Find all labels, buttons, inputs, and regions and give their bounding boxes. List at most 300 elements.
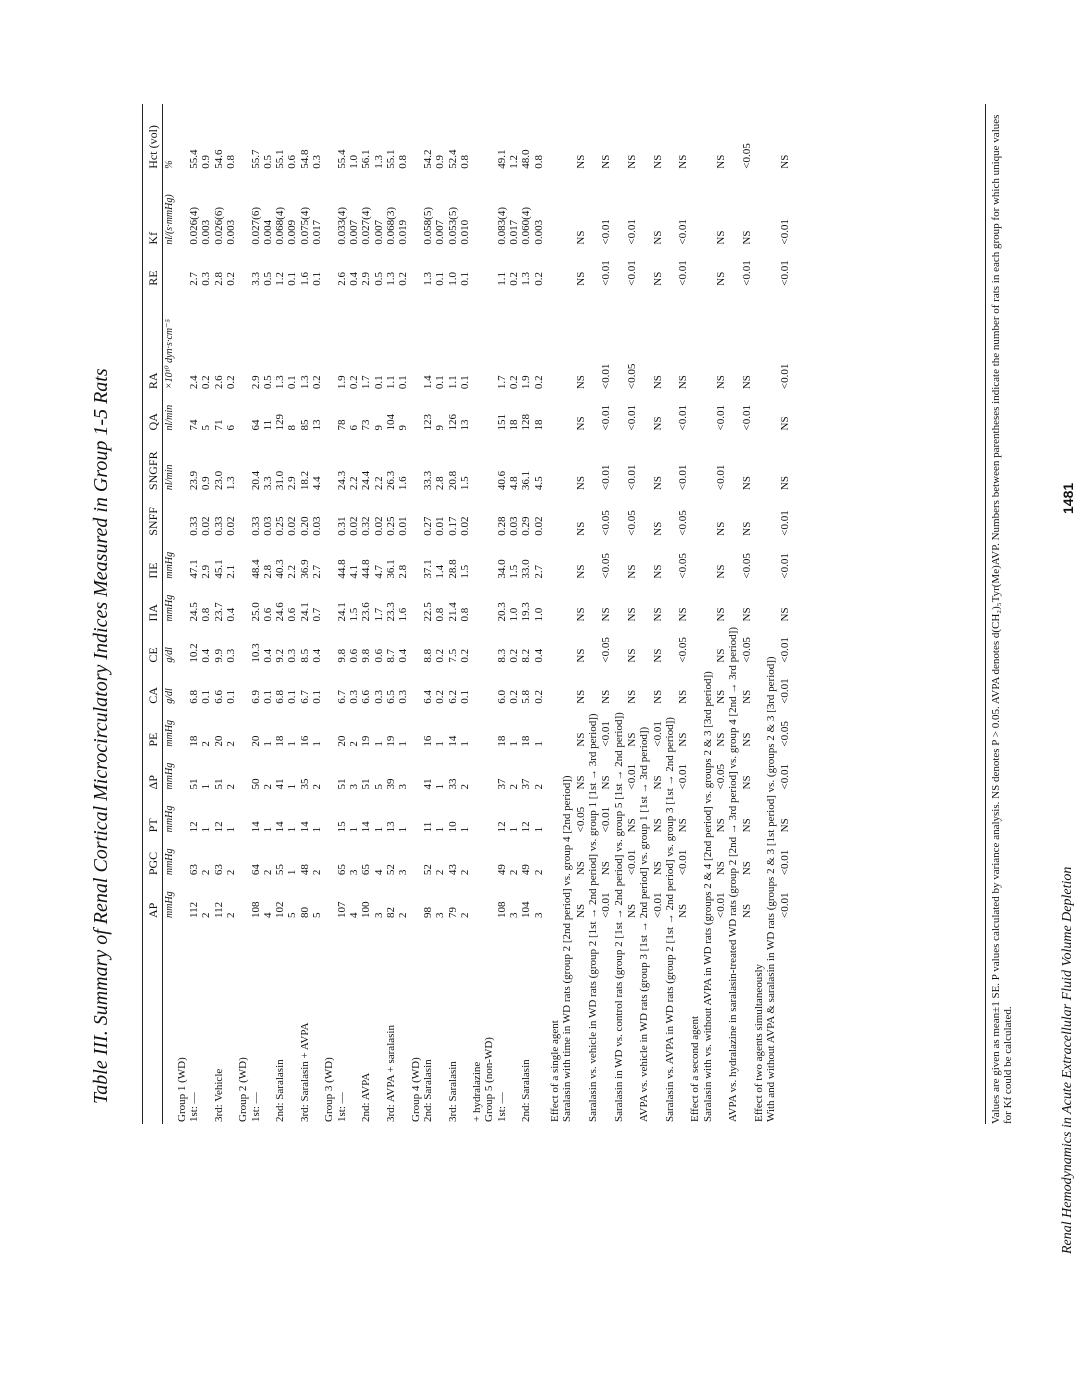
p-value: NS [574, 775, 587, 790]
p-value: <0.01 [677, 764, 690, 790]
p-value: NS [740, 903, 753, 918]
data-table [147, 104, 791, 1124]
value-cell [299, 623, 324, 664]
p-value: <0.01 [625, 849, 638, 876]
mean-value: 13 [384, 821, 397, 833]
value-cell [274, 581, 299, 624]
mean-value: 24.5 [187, 602, 200, 622]
se-value: 3.3 [261, 476, 274, 491]
mean-value: 10.2 [187, 643, 200, 663]
p-value: NS [625, 648, 638, 663]
stat-comparison-label: Saralasin vs. vehicle in WD rats (group 2 [1st → 2nd period] vs. group 1 [1st → 3rd period]) [586, 713, 599, 1122]
mean-value: 0.027(4) [360, 207, 373, 245]
mean-value: 0.17 [446, 516, 459, 536]
mean-value: 18.2 [298, 470, 311, 491]
p-value: NS [600, 689, 613, 704]
p-value: NS [625, 607, 638, 622]
value-cell [336, 247, 361, 288]
value-cell [422, 288, 447, 391]
mean-value: 6.6 [212, 690, 225, 704]
se-value: 0.02 [532, 516, 545, 536]
mean-value: 56.1 [360, 149, 373, 169]
stat-label-row [664, 104, 676, 1124]
value-cell [471, 623, 483, 664]
mean-value: 100 [360, 901, 373, 918]
value-cell [323, 391, 335, 432]
p-value: NS [715, 818, 728, 833]
p-value: NS [574, 230, 587, 245]
se-value: 0.4 [200, 648, 213, 663]
se-value: 2 [224, 912, 237, 918]
value-cell [520, 492, 545, 538]
mean-value: 2.6 [212, 375, 225, 390]
unit-cell: nl/min [163, 432, 176, 492]
value-cell [237, 706, 249, 749]
p-value: NS [715, 607, 728, 622]
row-label: 3rd: Saralasin + AVPA [298, 1022, 311, 1122]
se-value: 0.8 [532, 154, 545, 169]
value-cell [237, 623, 249, 664]
mean-value: 2.4 [187, 375, 200, 390]
p-value: <0.01 [600, 892, 613, 918]
mean-value: 2.6 [335, 272, 348, 286]
stat-section-row [689, 104, 701, 1124]
value-cell [176, 432, 188, 492]
value-cell [410, 834, 422, 877]
se-value: 0.017 [508, 219, 521, 245]
se-value: 0.4 [532, 648, 545, 663]
p-value: NS [574, 689, 587, 704]
mean-value: 23.6 [360, 602, 373, 622]
footnote: Values are given as mean±1 SE. P values calculated by variance analysis. NS denotes P > 0.05. AVPA denotes d(CH₂)₅Tyr(Me)AVP. Numbers between parentheses indicate the number of rats in each group for which unique values for Kf could be calculated. [990, 114, 1014, 1124]
unit-cell: mmHg [163, 581, 176, 624]
se-value: 0.5 [261, 375, 274, 390]
value-cell [447, 104, 472, 171]
mean-value: 1.1 [446, 375, 459, 390]
se-value: 0.2 [224, 375, 237, 390]
value-cell [250, 171, 275, 247]
value-cell [471, 538, 483, 581]
se-value: 0.4 [261, 648, 274, 663]
unit-cell [163, 247, 176, 288]
row-label: 1st: — [187, 1092, 200, 1122]
value-cell [410, 791, 422, 834]
p-value: <0.01 [625, 764, 638, 790]
value-cell [422, 581, 447, 624]
value-cell [520, 171, 545, 247]
p-value: NS [651, 375, 664, 390]
se-value: 1.0 [348, 154, 360, 169]
value-cell [188, 665, 213, 706]
mean-value: 6.5 [384, 690, 397, 704]
mean-value: 10 [446, 821, 459, 833]
value-cell [483, 538, 495, 581]
value-cell [496, 791, 521, 834]
se-value: 0.01 [397, 516, 410, 536]
se-value: 0.004 [261, 219, 274, 245]
value-cell [274, 623, 299, 664]
unit-cell: mmHg [163, 538, 176, 581]
mean-value: 1.3 [421, 272, 434, 286]
mean-value: 7.5 [446, 648, 459, 663]
value-cell [176, 104, 188, 171]
p-value: <0.01 [740, 260, 753, 286]
mean-value: 54.8 [298, 149, 311, 169]
table-row [385, 104, 410, 1124]
mean-value: 3.3 [249, 272, 262, 286]
value-cell [299, 538, 324, 581]
se-value: 0.010 [458, 219, 471, 245]
mean-value: 0.060(4) [520, 207, 533, 245]
mean-value: 151 [495, 413, 508, 431]
p-value: <0.01 [600, 219, 613, 245]
unit-cell: mmHg [163, 791, 176, 834]
mean-value: 22.5 [421, 602, 434, 622]
mean-value: 12 [212, 821, 225, 833]
p-value: NS [651, 775, 664, 790]
unit-cell: nl/(s·mmHg) [163, 171, 176, 247]
value-cell [213, 391, 238, 432]
value-cell [323, 492, 335, 538]
se-value: 0.3 [397, 690, 410, 704]
se-value: 1 [200, 783, 213, 790]
value-cell [410, 391, 422, 432]
value-cell [336, 492, 361, 538]
value-cell [323, 623, 335, 664]
value-cell [213, 581, 238, 624]
value-cell [323, 432, 335, 492]
se-value: 0.2 [348, 375, 360, 390]
mean-value: 5.8 [520, 690, 533, 704]
p-value: NS [574, 861, 587, 876]
stat-label-row [587, 104, 599, 1124]
value-cell [274, 665, 299, 706]
value-cell [188, 288, 213, 391]
se-value: 0.2 [224, 272, 237, 286]
p-value: NS [574, 903, 587, 918]
unit-cell: mmHg [163, 749, 176, 792]
value-cell [188, 247, 213, 288]
value-cell [422, 538, 447, 581]
value-cell [213, 247, 238, 288]
value-cell [250, 247, 275, 288]
p-value: <0.01 [600, 464, 613, 491]
se-value: 2 [348, 741, 360, 747]
mean-value: 20 [335, 735, 348, 747]
se-value: 1.5 [458, 564, 471, 579]
mean-value: 1.2 [274, 272, 287, 286]
value-cell [471, 288, 483, 391]
value-cell [360, 288, 385, 391]
p-value: <0.05 [600, 637, 613, 663]
p-value: NS [677, 154, 690, 169]
page-number: 1481 [1060, 482, 1076, 514]
se-value: 0.2 [311, 375, 324, 390]
stat-comparison-label: AVPA vs. hydralazine in saralasin-treated WD rats (group 2 [2nd → 3rd period] vs. group 4 [2nd → 3rd period]) [727, 627, 740, 1122]
mean-value: 12 [520, 821, 533, 833]
mean-value: 36.9 [298, 559, 311, 579]
mean-value: 0.32 [360, 516, 373, 536]
p-value: NS [651, 416, 664, 431]
mean-value: 48.0 [520, 149, 533, 169]
table-row [410, 104, 422, 1124]
se-value: 2.8 [434, 476, 447, 491]
value-cell [385, 391, 410, 432]
value-cell [410, 749, 422, 792]
value-cell [213, 288, 238, 391]
value-cell [422, 706, 447, 749]
se-value: 2.1 [224, 564, 237, 579]
row-label: Group 1 (WD) [175, 1057, 188, 1122]
stat-section-row [753, 104, 765, 1124]
se-value: 0.2 [508, 690, 521, 704]
mean-value: 55.7 [249, 149, 262, 169]
column-header: ΠE [146, 562, 160, 579]
se-value: 2 [508, 783, 521, 790]
value-cell [410, 432, 422, 492]
mean-value: 1.3 [520, 272, 533, 286]
p-value: <0.01 [600, 404, 613, 431]
mean-value: 20.8 [446, 470, 459, 491]
value-cell [360, 538, 385, 581]
se-value: 0.8 [458, 154, 471, 169]
se-value: 0.2 [397, 272, 410, 286]
value-cell [410, 706, 422, 749]
value-cell [188, 171, 213, 247]
value-cell [422, 834, 447, 877]
se-value: 0.1 [311, 690, 324, 704]
se-value: 0.2 [508, 648, 521, 663]
value-cell [274, 706, 299, 749]
p-value: NS [600, 607, 613, 622]
value-cell [237, 877, 249, 920]
p-value: NS [574, 271, 587, 286]
mean-value: 16 [421, 735, 434, 747]
p-value: <0.01 [600, 363, 613, 390]
value-cell [471, 247, 483, 288]
stat-values-row [676, 104, 689, 1124]
se-value: 1 [286, 741, 299, 747]
value-cell [422, 877, 447, 920]
value-cell [360, 791, 385, 834]
mean-value: 64 [249, 419, 262, 431]
se-value: 2 [458, 912, 471, 918]
unit-cell: mmHg [163, 834, 176, 877]
column-header: PT [146, 818, 160, 833]
mean-value: 18 [274, 735, 287, 747]
p-value: <0.01 [677, 849, 690, 876]
mean-value: 80 [298, 907, 311, 918]
table-row [336, 104, 361, 1124]
value-cell [176, 492, 188, 538]
mean-value: 1.6 [298, 272, 311, 286]
mean-value: 21.4 [446, 602, 459, 622]
mean-value: 12 [187, 821, 200, 833]
stat-comparison-label: Saralasin in WD vs. control rats (group 2 [1st → 2nd period] vs. group 5 [1st → 2nd period]) [612, 712, 625, 1122]
p-value: NS [574, 564, 587, 579]
p-value: NS [651, 564, 664, 579]
mean-value: 54.6 [212, 149, 225, 169]
se-value: 1.2 [508, 154, 521, 169]
se-value: 0.1 [372, 375, 385, 390]
se-value: 11 [261, 419, 274, 431]
value-cell [250, 877, 275, 920]
se-value: 1.0 [508, 607, 521, 622]
mean-value: 6.9 [249, 690, 262, 704]
unit-cell: g/dl [163, 665, 176, 706]
se-value: 1.0 [532, 607, 545, 622]
se-value: 4.4 [311, 476, 324, 491]
row-label: Group 3 (WD) [323, 1057, 336, 1122]
value-cell [274, 538, 299, 581]
se-value: 0.01 [434, 516, 447, 536]
value-cell [447, 623, 472, 664]
mean-value: 28.8 [446, 559, 459, 579]
mean-value: 6.7 [335, 690, 348, 704]
p-value: <0.01 [600, 806, 613, 833]
se-value: 0.2 [458, 648, 471, 663]
value-cell [237, 749, 249, 792]
value-cell [299, 492, 324, 538]
value-cell [471, 391, 483, 432]
se-value: 2 [224, 783, 237, 790]
mean-value: 23.3 [384, 602, 397, 622]
value-cell [385, 749, 410, 792]
se-value: 0.8 [224, 154, 237, 169]
mean-value: 1.1 [384, 375, 397, 390]
value-cell [299, 581, 324, 624]
mean-value: 43 [446, 864, 459, 876]
stat-values-row [625, 104, 638, 1124]
se-value: 1 [200, 826, 213, 833]
value-cell [360, 706, 385, 749]
unit-cell: mmHg [163, 877, 176, 920]
stat-label-row [702, 104, 714, 1124]
row-label: Group 2 (WD) [237, 1057, 250, 1122]
mean-value: 36.1 [384, 559, 397, 579]
value-cell [176, 665, 188, 706]
value-cell [299, 247, 324, 288]
value-cell [336, 432, 361, 492]
row-label: 2nd: Saralasin [274, 1059, 287, 1122]
mean-value: 0.27 [421, 516, 434, 536]
mean-value: 0.25 [384, 516, 397, 536]
row-label: 2nd: Saralasin [421, 1059, 434, 1122]
p-value: NS [574, 648, 587, 663]
unit-cell: % [163, 104, 176, 171]
value-cell [385, 171, 410, 247]
p-value: <0.05 [677, 510, 690, 536]
column-header: SNFF [146, 507, 160, 536]
unit-cell: g/dl [163, 623, 176, 664]
stat-label-row [561, 104, 573, 1124]
value-cell [496, 247, 521, 288]
value-cell [385, 104, 410, 171]
se-value: 0.2 [434, 690, 447, 704]
se-value: 0.007 [434, 219, 447, 245]
value-cell [237, 834, 249, 877]
se-value: 2.2 [286, 564, 299, 579]
p-value: NS [715, 732, 728, 747]
value-cell [213, 877, 238, 920]
mean-value: 71 [212, 419, 225, 431]
value-cell [422, 432, 447, 492]
se-value: 2 [224, 869, 237, 876]
value-cell [520, 665, 545, 706]
value-cell [483, 791, 495, 834]
mean-value: 19 [384, 735, 397, 747]
se-value: 2 [311, 783, 324, 790]
p-value: <0.01 [778, 892, 791, 918]
value-cell [250, 749, 275, 792]
row-label: Group 5 (non-WD) [483, 1037, 496, 1122]
se-value: 0.2 [434, 648, 447, 663]
value-cell [323, 247, 335, 288]
value-cell [471, 791, 483, 834]
stat-spacer [714, 920, 727, 1124]
value-cell [323, 706, 335, 749]
se-value: 4 [261, 912, 274, 918]
value-cell [213, 834, 238, 877]
value-cell [447, 706, 472, 749]
value-cell [176, 581, 188, 624]
value-cell [299, 432, 324, 492]
se-value: 0.6 [261, 607, 274, 622]
mean-value: 1.1 [495, 272, 508, 286]
value-cell [496, 104, 521, 171]
mean-value: 1.9 [335, 375, 348, 390]
p-value: <0.01 [778, 260, 791, 286]
mean-value: 49.1 [495, 149, 508, 169]
se-value: 1 [397, 741, 410, 747]
value-cell [213, 623, 238, 664]
table-row [323, 104, 335, 1124]
value-cell [483, 492, 495, 538]
se-value: 0.1 [434, 375, 447, 390]
mean-value: 0.053(5) [446, 207, 459, 245]
mean-value: 48 [298, 864, 311, 876]
value-cell [213, 749, 238, 792]
se-value: 0.3 [224, 648, 237, 663]
p-value: <0.01 [600, 721, 613, 747]
unit-cell [163, 492, 176, 538]
se-value: 0.5 [261, 154, 274, 169]
value-cell [213, 492, 238, 538]
value-cell [323, 104, 335, 171]
p-value: <0.01 [677, 260, 690, 286]
value-cell [213, 432, 238, 492]
p-value: <0.05 [625, 510, 638, 536]
value-cell [250, 834, 275, 877]
p-value: NS [625, 903, 638, 918]
mean-value: 15 [335, 821, 348, 833]
mean-value: 51 [360, 778, 373, 790]
p-value: NS [740, 861, 753, 876]
value-cell [250, 538, 275, 581]
se-value: 1 [372, 826, 385, 833]
se-value: 2 [458, 783, 471, 790]
se-value: 0.7 [311, 607, 324, 622]
value-cell [471, 877, 483, 920]
mean-value: 49 [495, 864, 508, 876]
se-value: 0.1 [311, 272, 324, 286]
value-cell [250, 492, 275, 538]
p-value: <0.01 [677, 219, 690, 245]
value-cell [237, 247, 249, 288]
value-cell [188, 581, 213, 624]
value-cell [176, 791, 188, 834]
p-value: NS [677, 689, 690, 704]
